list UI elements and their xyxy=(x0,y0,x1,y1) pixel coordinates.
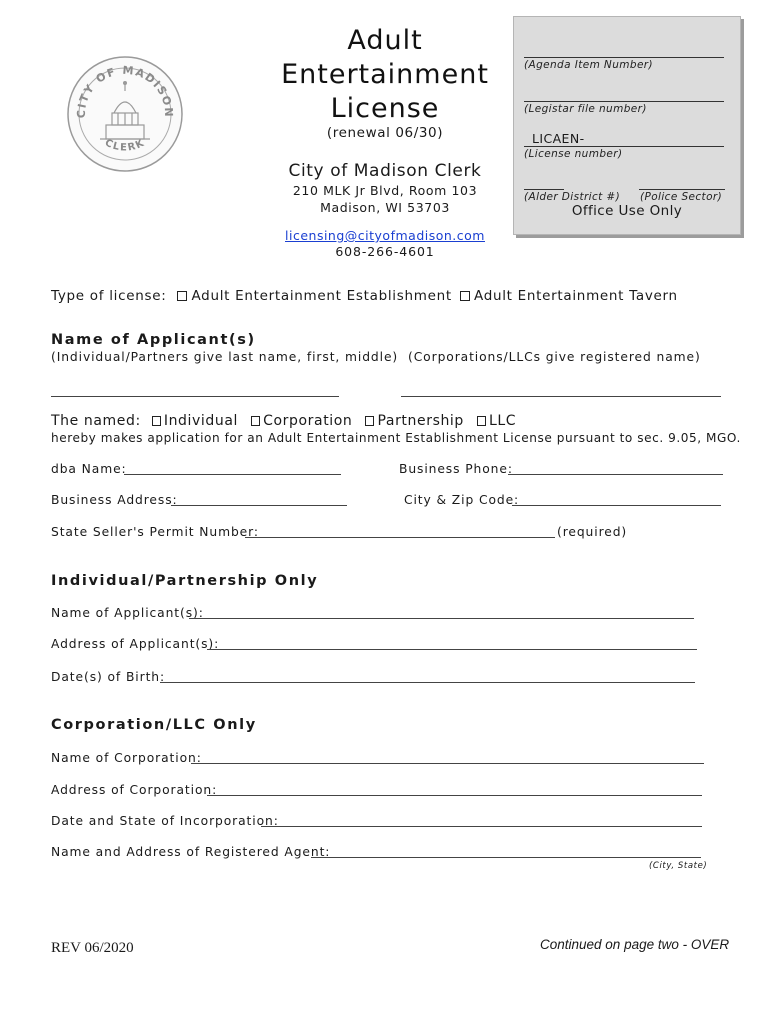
email-link[interactable]: licensing@cityofmadison.com xyxy=(285,228,485,243)
office-address-line1: 210 MLK Jr Blvd, Room 103 xyxy=(292,183,478,198)
city-state-hint: (City, State) xyxy=(649,861,708,871)
license-type-label: Type of license: xyxy=(51,288,167,304)
legistar-file-label: (Legistar file number) xyxy=(524,103,647,115)
form-title-line3: License xyxy=(330,93,440,124)
business-phone-label: Business Phone: xyxy=(399,462,513,476)
form-title-line1: Adult xyxy=(347,25,423,56)
continued-note: Continued on page two - OVER xyxy=(540,937,730,952)
alder-district-line[interactable] xyxy=(524,189,564,190)
office-use-box xyxy=(513,16,741,235)
business-phone-field[interactable] xyxy=(508,474,723,475)
corporation-checkbox[interactable] xyxy=(251,416,260,426)
legistar-file-line[interactable] xyxy=(524,101,724,102)
tavern-option-label: Adult Entertainment Tavern xyxy=(474,288,678,304)
corporation-section-heading: Corporation/LLC Only xyxy=(51,717,257,733)
dba-label: dba Name: xyxy=(51,462,127,476)
corporation-address-field[interactable] xyxy=(207,795,702,796)
llc-checkbox[interactable] xyxy=(477,416,486,426)
office-address-line2: Madison, WI 53703 xyxy=(320,200,450,215)
revision-date: REV 06/2020 xyxy=(51,940,134,956)
renewal-note: (renewal 06/30) xyxy=(326,125,444,141)
police-sector-label: (Police Sector) xyxy=(640,191,723,203)
seller-permit-required: (required) xyxy=(557,525,628,539)
business-address-field[interactable] xyxy=(171,505,347,506)
office-use-title: Office Use Only xyxy=(571,203,683,219)
llc-option-label: LLC xyxy=(488,413,517,429)
individual-option-label: Individual xyxy=(163,413,239,429)
alder-district-label: (Alder District #) xyxy=(524,191,621,203)
tavern-checkbox[interactable] xyxy=(460,291,470,301)
registered-agent-label: Name and Address of Registered Agent: xyxy=(51,845,331,859)
applicant-corp-hint: (Corporations/LLCs give registered name) xyxy=(408,350,701,364)
individual-address-label: Address of Applicant(s): xyxy=(51,637,220,651)
license-number-line[interactable] xyxy=(524,146,724,147)
license-prefix: LICAEN- xyxy=(532,131,585,146)
individual-dob-field[interactable] xyxy=(160,682,695,683)
office-name: City of Madison Clerk xyxy=(288,161,482,181)
individual-section-heading: Individual/Partnership Only xyxy=(51,573,319,589)
registered-agent-field[interactable] xyxy=(311,857,701,858)
incorporation-label: Date and State of Incorporation: xyxy=(51,814,279,828)
applicant-individual-name-field[interactable] xyxy=(51,396,339,397)
individual-name-label: Name of Applicant(s): xyxy=(51,606,204,620)
corporation-name-field[interactable] xyxy=(191,763,704,764)
svg-text:CITY OF MADISON: CITY OF MADISON xyxy=(74,63,176,119)
individual-address-field[interactable] xyxy=(207,649,697,650)
police-sector-line[interactable] xyxy=(639,189,725,190)
applicant-corp-name-field[interactable] xyxy=(401,396,721,397)
business-address-label: Business Address: xyxy=(51,493,178,507)
entity-prefix: The named: xyxy=(51,413,141,429)
partnership-option-label: Partnership xyxy=(377,413,464,429)
license-type-row xyxy=(51,288,452,304)
dba-name-field[interactable] xyxy=(124,474,341,475)
applicant-heading: Name of Applicant(s) xyxy=(51,332,256,348)
individual-checkbox[interactable] xyxy=(152,416,161,426)
application-statement: hereby makes application for an Adult Entertainment Establishment License pursuant to sec. 9.05, MGO. xyxy=(51,431,741,445)
establishment-checkbox[interactable] xyxy=(177,291,187,301)
establishment-option-label: Adult Entertainment Establishment xyxy=(191,288,452,304)
entity-type-row xyxy=(51,413,516,429)
corporation-option-label: Corporation xyxy=(263,413,353,429)
office-phone: 608-266-4601 xyxy=(335,244,435,259)
individual-name-field[interactable] xyxy=(189,618,694,619)
city-zip-label: City & Zip Code: xyxy=(404,493,520,507)
tavern-option xyxy=(460,288,678,304)
individual-dob-label: Date(s) of Birth: xyxy=(51,670,166,684)
license-number-label: (License number) xyxy=(524,148,623,160)
applicant-individual-hint: (Individual/Partners give last name, first, middle) xyxy=(51,350,399,364)
agenda-item-label: (Agenda Item Number) xyxy=(524,59,654,71)
corporation-address-label: Address of Corporation: xyxy=(51,783,218,797)
partnership-checkbox[interactable] xyxy=(365,416,374,426)
svg-text:CLERK: CLERK xyxy=(102,137,148,154)
corporation-name-label: Name of Corporation: xyxy=(51,751,202,765)
city-zip-field[interactable] xyxy=(512,505,721,506)
incorporation-field[interactable] xyxy=(261,826,702,827)
city-seal-logo xyxy=(66,55,184,173)
agenda-item-line[interactable] xyxy=(524,57,724,58)
seller-permit-field[interactable] xyxy=(245,537,555,538)
seller-permit-label: State Seller's Permit Number: xyxy=(51,525,259,539)
form-title-line2: Entertainment xyxy=(281,59,489,90)
